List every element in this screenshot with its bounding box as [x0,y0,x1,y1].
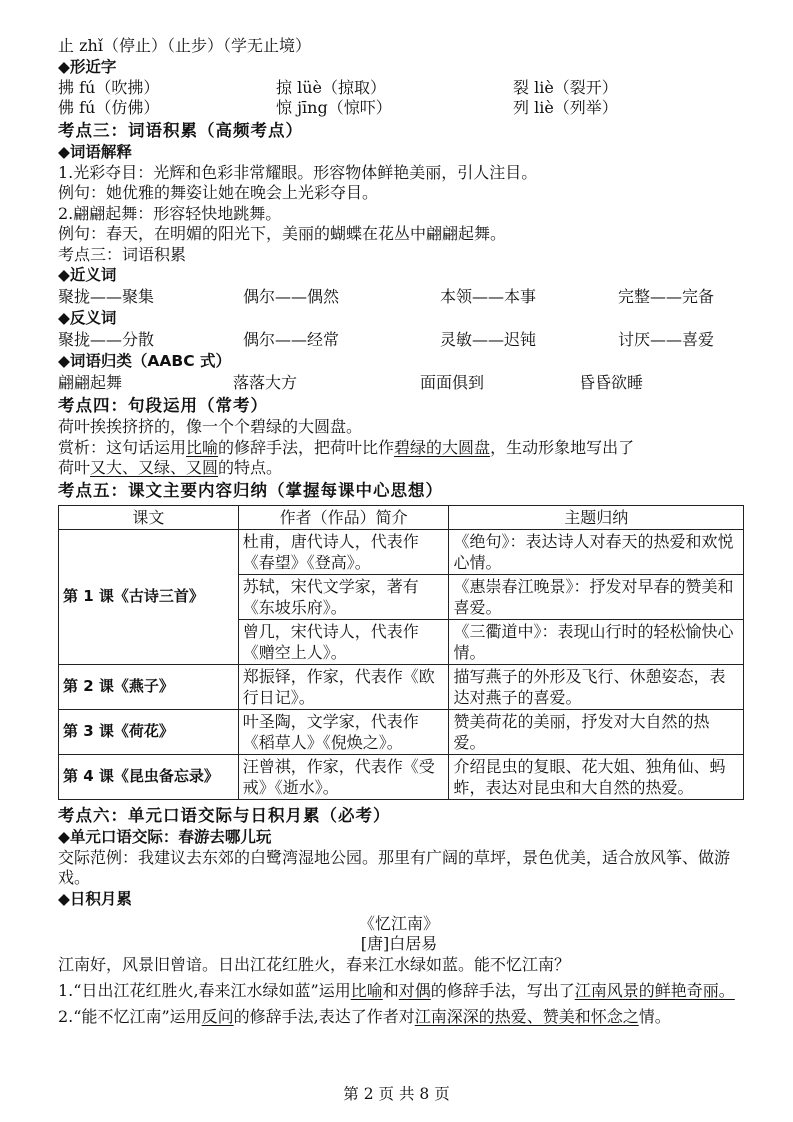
text-span: 情。 [638,1007,671,1026]
text-span: ，生动形象地写出了 [490,437,635,457]
lesson-cell: 第 3 课《荷花》 [59,709,239,754]
theme-cell: 赞美荷花的美丽，抒发对大自然的热爱。 [449,709,744,754]
column-header: 课文 [59,505,239,529]
word-pair: 本领——本事 [440,287,537,306]
underlined-text: 碧绿的大圆盘 [394,437,491,457]
note-1 [58,979,740,1003]
text-span: 2.“能不忆江南”运用 [58,1007,202,1026]
word-item: 面面俱到 [420,373,485,392]
guilei-row [58,372,740,394]
word-pair: 聚拢——聚集 [58,287,155,306]
text-line: 考点三：词语积累 [58,244,187,264]
guilei-heading: ◆词语归类（AABC 式） [58,352,231,370]
page-footer [0,1082,793,1104]
footer-text: 页 共 [378,1085,415,1103]
underlined-text: 比喻 [350,981,383,1000]
underlined-text: 又大、又绿、又圆 [90,458,219,477]
lesson-cell: 第 1 课《古诗三首》 [59,529,239,664]
word-pair: 讨厌——喜爱 [618,330,715,349]
column-header: 主题归纳 [449,505,744,529]
char-entry-zhi: 止 zhǐ（停止）（止步）（学无止境） [58,36,311,55]
word-pair: 完整——完备 [618,287,715,306]
word-pair: 偶尔——偶然 [243,287,340,306]
section-heading-kd6: 考点六：单元口语交际与日积月累（必考） [58,805,391,825]
section-heading-kd3: 考点三：词语积累（高频考点） [58,120,303,140]
text-span: 赏析：这句话运用 [58,437,187,457]
text-span: 的修辞手法,表达了作者对 [233,1007,415,1026]
xingjin-item: 拂 fú（吹拂） [58,77,160,97]
total-page-number: 8 [419,1085,430,1103]
theme-cell: 介绍昆虫的复眼、花大姐、独角仙、蚂蚱，表达对昆虫和大自然的热爱。 [449,754,744,799]
text-line: 例句：春天，在明媚的阳光下，美丽的蝴蝶在花丛中翩翩起舞。 [58,224,507,243]
table-row [59,664,744,709]
poem-text: 江南好，风景旧曾谙。日出江花红胜火，春来江水绿如蓝。能不忆江南？ [58,954,571,974]
text-line: 1.光彩夺目：光辉和色彩非常耀眼。形容物体鲜艳美丽，引人注目。 [58,162,538,182]
jieshi-heading: ◆词语解释 [58,142,132,161]
xingjin-item: 裂 liè（裂开） [513,77,618,97]
table-row [59,754,744,799]
section-heading-kd4: 考点四：句段运用（常考） [58,396,268,415]
table-header-row [59,505,744,529]
underlined-text: 江南深深的热爱、赞美和怀念之 [414,1007,639,1026]
riji-heading: ◆日积月累 [58,889,132,908]
text-span: 的修辞手法，把荷叶比作 [218,437,395,457]
table-row [59,529,744,574]
lesson-summary-table [58,505,744,800]
table-row [59,709,744,754]
text-span: 1.“日出江花红胜火,春来江水绿如蓝”运用 [58,981,351,1000]
column-header: 作者（作品）简介 [238,505,449,529]
word-pair: 聚拢——分散 [58,330,155,349]
analysis-line-1 [58,438,740,459]
fanyi-heading: ◆反义词 [58,309,117,327]
author-cell: 汪曾祺，作家，代表作《受戒》《逝水》。 [238,754,449,799]
lesson-cell: 第 4 课《昆虫备忘录》 [59,754,239,799]
text-span: 的特点。 [218,458,283,477]
word-item: 昏昏欲睡 [579,373,644,392]
theme-cell: 描写燕子的外形及飞行、休憩姿态，表达对燕子的喜爱。 [449,664,744,709]
footer-text: 第 [343,1085,359,1103]
jinyi-row [58,286,740,308]
author-cell: 杜甫，唐代诗人，代表作《春望》《登高》。 [238,529,449,574]
underlined-text: 比喻 [186,437,219,457]
lesson-cell: 第 2 课《燕子》 [59,664,239,709]
poem-author: [唐]白居易 [360,934,438,953]
note-2 [58,1005,740,1029]
xingjin-heading: ◆形近字 [58,57,117,76]
text-line: 例句：她优雅的舞姿让她在晚会上光彩夺目。 [58,183,379,202]
text-span: 荷叶 [58,458,91,477]
fanyi-row [58,329,740,351]
current-page-number: 2 [363,1085,374,1103]
analysis-line-2 [58,458,740,479]
xingjin-item: 佛 fú（仿佛） [58,98,160,117]
footer-text: 页 [434,1085,450,1103]
kouyu-heading: ◆单元口语交际：春游去哪儿玩 [58,827,272,846]
example-sentence: 荷叶挨挨挤挤的，像一个个碧绿的大圆盘。 [58,417,363,436]
theme-cell: 《绝句》：表达诗人对春天的热爱和欢悦心情。 [449,529,744,574]
xingjin-item: 列 liè（列举） [513,98,618,117]
section-heading-kd5: 考点五：课文主要内容归纳（掌握每课中心思想） [58,480,443,500]
word-pair: 灵敏——迟钝 [440,330,537,349]
text-line: 2.翩翩起舞：形容轻快地跳舞。 [58,203,282,223]
author-cell: 叶圣陶，文学家，代表作《稻草人》《倪焕之》。 [238,709,449,754]
underlined-text: 江南风景的鲜艳奇丽。 [574,981,735,1000]
underlined-text: 对偶 [398,981,431,1000]
text-span: 和 [382,981,399,1000]
document-page [58,36,740,1029]
author-cell: 苏轼，宋代文学家，著有《东坡乐府》。 [238,574,449,619]
theme-cell: 《三衢道中》：表现山行时的轻松愉快心情。 [449,619,744,664]
xingjin-item: 惊 jīng（惊吓） [276,98,392,117]
text-span: 的修辞手法，写出了 [430,981,575,1000]
word-item: 落落大方 [233,373,298,392]
author-cell: 曾几，宋代诗人，代表作《赠空上人》。 [238,619,449,664]
jinyi-heading: ◆近义词 [58,266,117,284]
xingjin-grid [58,78,740,119]
word-pair: 偶尔——经常 [243,330,340,349]
underlined-text: 反问 [201,1007,234,1026]
theme-cell: 《惠崇春江晚景》：抒发对早春的赞美和喜爱。 [449,574,744,619]
kouyu-text: 交际范例：我建议去东郊的白鹭湾湿地公园。那里有广阔的草坪，景色优美，适合放风筝、做游戏。 [58,847,731,887]
xingjin-item: 掠 lüè（掠取） [276,77,386,97]
word-item: 翩翩起舞 [58,373,123,392]
poem-title: 《忆江南》 [358,913,439,933]
author-cell: 郑振铎，作家，代表作《欧行日记》。 [238,664,449,709]
